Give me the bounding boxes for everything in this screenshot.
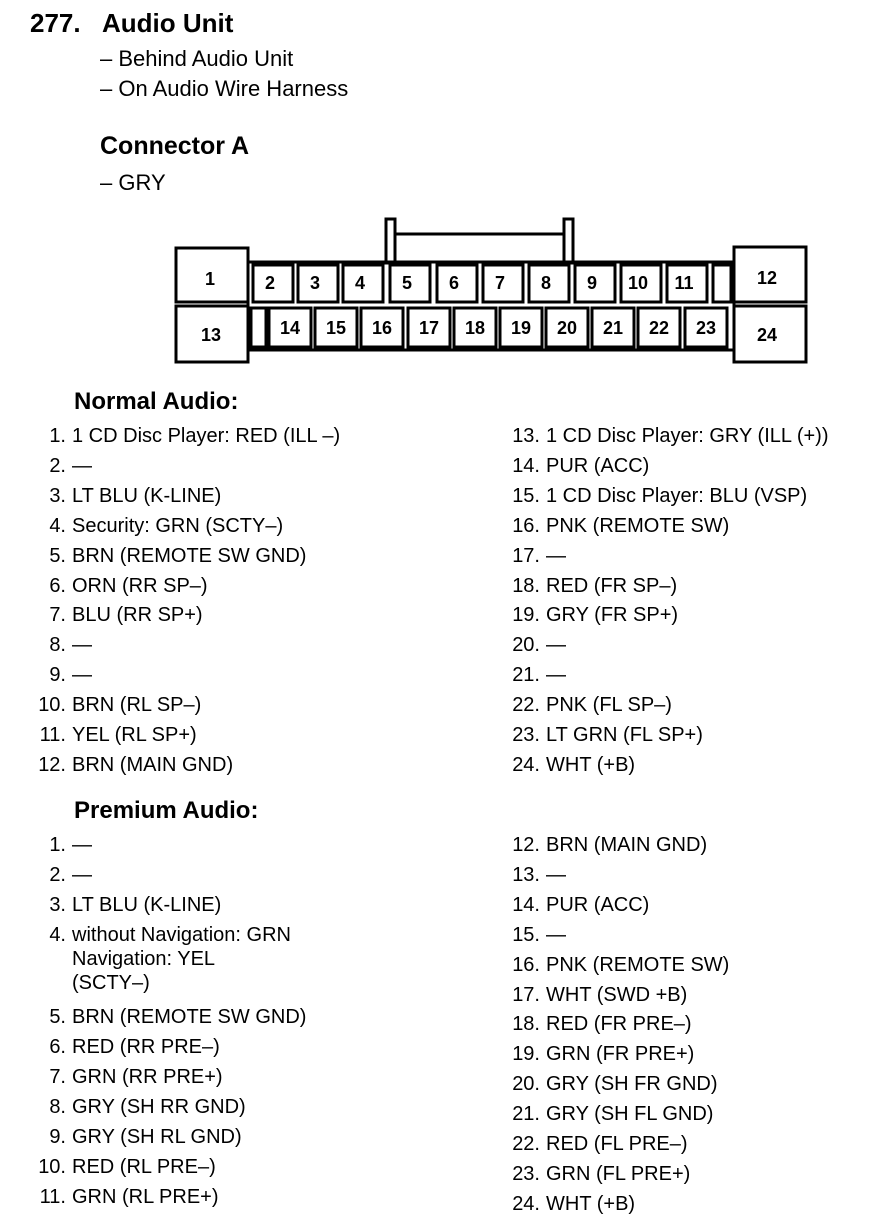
pin-description: — [546,634,566,657]
pin-description: BRN (REMOTE SW GND) [72,1006,307,1028]
pin-entry [22,544,306,568]
pin-number: 21. [512,664,540,687]
pin-entry [498,923,566,947]
pin-entry [498,633,566,657]
pin-number: 8. [49,634,66,657]
connector-pin-label: 6 [448,273,460,293]
item-number: 277. [30,8,81,38]
pin-number: 7. [49,1066,66,1088]
pin-number: 24. [512,1192,540,1215]
pin-number: 9. [49,664,66,687]
pin-number: 23. [512,1162,540,1185]
pin-description: — [72,864,92,886]
pin-number: 22. [512,1133,540,1155]
pin-entry [498,1192,635,1216]
pin-number: 13. [512,863,540,886]
pin-number: 5. [49,544,66,567]
connector-pin-label: 16 [371,318,393,338]
pin-number: 17. [512,983,540,1006]
connector-pin-label: 17 [418,318,440,338]
pin-description: WHT (+B) [546,1192,636,1215]
pin-number: 14. [512,893,540,916]
pin-description: — [72,834,92,856]
pin-number: 5. [49,1006,66,1028]
connector-pin-label: 2 [264,273,276,293]
pin-entry [22,424,340,448]
pin-number: 14. [512,454,540,477]
pin-description: — [546,923,566,946]
pin-description: RED (RL PRE–) [72,1156,216,1178]
pin-number: 4. [49,924,66,946]
pin-number: 21. [512,1103,540,1126]
pin-description: — [546,664,566,687]
pin-description: PNK (FL SP–) [546,694,672,717]
pin-description: BRN (MAIN GND) [546,834,708,856]
pin-number: 1. [49,425,66,447]
pin-cavity [713,265,731,302]
connector-pin-label: 23 [695,318,717,338]
pin-description: RED (FR SP–) [546,574,678,597]
pin-number: 20. [512,634,540,657]
location-behind-unit: – Behind Audio Unit [100,46,294,71]
pin-description: BRN (MAIN GND) [72,753,234,776]
pin-description: PUR (ACC) [546,454,650,477]
pin-entry [22,633,92,657]
pin-entry [22,454,92,478]
connector-pin-label: 22 [648,318,670,338]
pin-number: 24. [512,753,540,776]
pin-number: 3. [49,484,66,507]
connector-color: – GRY [100,170,166,195]
pin-number: 18. [512,1013,540,1036]
pin-number: 10. [38,694,66,717]
pin-number: 15. [512,923,540,946]
page-title: Audio Unit [102,8,234,38]
pin-description: GRN (FL PRE+) [546,1162,691,1185]
pin-entry [22,1185,219,1209]
pin-number: 17. [512,544,540,567]
pin-description: LT BLU (K-LINE) [72,484,222,507]
pin-description: YEL (RL SP+) [72,724,197,746]
pin-entry [22,484,221,508]
pin-description: GRY (SH RL GND) [72,1126,242,1148]
pin-entry [22,833,92,857]
pin-description: 1 CD Disc Player: GRY (ILL (+)) [546,425,829,447]
pin-description: BRN (RL SP–) [72,694,202,717]
pin-number: 19. [512,604,540,627]
pin-number: 19. [512,1043,540,1066]
pin-description: LT BLU (K-LINE) [72,894,222,916]
connector-pin-label: 4 [354,273,366,293]
pin-entry [22,574,208,598]
pin-number: 12. [512,834,540,856]
pin-description: BRN (REMOTE SW GND) [72,544,307,567]
pin-entry [22,893,221,917]
pin-description: LT GRN (FL SP+) [546,724,703,746]
pin-entry [498,544,566,568]
pin-entry [498,1072,718,1096]
pin-entry [498,953,729,977]
pin-description: — [72,664,92,687]
pin-entry [22,1005,306,1029]
pin-entry [22,663,92,687]
pin-description: GRY (FR SP+) [546,604,679,627]
pin-description: BLU (RR SP+) [72,604,203,627]
pin-description: — [546,863,566,886]
premium-audio-title: Premium Audio: [74,797,259,824]
pin-number: 2. [49,864,66,886]
pin-entry [22,693,201,717]
pin-number: 7. [49,604,66,627]
pin-entry [22,863,92,887]
pin-number: 12. [38,753,66,776]
pin-entry [498,574,677,598]
connector-title: Connector A [100,132,250,160]
pin-description: RED (RR PRE–) [72,1036,220,1058]
pin-entry [22,753,233,777]
pin-number: 10. [38,1156,66,1178]
pin-number: 15. [512,484,540,507]
pin-entry [498,663,566,687]
connector-pin-label: 7 [494,273,506,293]
pin-description: PNK (REMOTE SW) [546,953,730,976]
pin-number: 13. [512,425,540,447]
pin-entry [498,893,649,917]
pin-entry [498,514,729,538]
connector-pin-label: 10 [627,273,649,293]
pin-number: 1. [49,834,66,856]
pin-description: WHT (+B) [546,753,636,776]
pin-entry [498,833,707,857]
pin-entry [498,454,649,478]
pin-number: 18. [512,574,540,597]
pin-entry [498,1102,713,1126]
pin-number: 23. [512,724,540,746]
normal-audio-title: Normal Audio: [74,388,239,415]
pin-entry [498,424,828,448]
pin-number: 3. [49,894,66,916]
pin-number: 4. [49,514,66,537]
pin-entry [498,1042,694,1066]
connector-pin-label: 14 [279,318,301,338]
pin-number: 8. [49,1096,66,1118]
connector-pin-label: 1 [204,269,216,289]
connector-pin-label: 12 [756,268,778,288]
connector-pin-label: 21 [602,318,624,338]
pin-entry [22,603,203,627]
connector-pin-label: 13 [200,325,222,345]
pin-entry [22,923,291,995]
pin-cavity [251,308,266,347]
location-wire-harness: – On Audio Wire Harness [100,76,349,101]
pin-description: — [72,454,92,477]
pin-description: GRY (SH FL GND) [546,1103,714,1126]
pin-number: 11. [39,724,66,746]
pin-description: RED (FR PRE–) [546,1013,692,1036]
connector-pin-label: 9 [586,273,598,293]
pin-entry [498,983,687,1007]
pin-entry [498,723,703,747]
pin-entry [498,603,678,627]
pin-number: 6. [49,574,66,597]
connector-pin-label: 18 [464,318,486,338]
pin-description: 1 CD Disc Player: RED (ILL –) [72,425,341,447]
connector-pin-label: 8 [540,273,552,293]
connector-pin-label: 15 [325,318,347,338]
pin-entry [498,1132,688,1156]
connector-pin-label: 19 [510,318,532,338]
pin-entry [498,1162,690,1186]
pin-entry [22,1125,242,1149]
pin-description: PNK (REMOTE SW) [546,514,730,537]
pin-description: GRY (SH RR GND) [72,1096,246,1118]
connector-pin-label: 20 [556,318,578,338]
pin-entry [22,1095,246,1119]
pin-description: WHT (SWD +B) [546,983,688,1006]
pin-description: GRN (RR PRE+) [72,1066,223,1088]
pin-number: 2. [49,454,66,477]
pin-description: — [72,634,92,657]
pin-entry [22,514,283,538]
connector-pin-label: 3 [309,273,321,293]
pin-number: 9. [49,1126,66,1148]
pin-entry [498,1012,692,1036]
pin-entry [22,1035,220,1059]
pin-description: GRN (FR PRE+) [546,1043,695,1066]
pin-description: — [546,544,566,567]
pin-description: ORN (RR SP–) [72,574,208,597]
pin-description: Security: GRN (SCTY–) [72,514,284,537]
pin-number: 11. [39,1186,66,1208]
pin-description: 1 CD Disc Player: BLU (VSP) [546,484,808,507]
pin-entry [22,723,197,747]
pin-description: RED (FL PRE–) [546,1133,688,1155]
pin-description: GRN (RL PRE+) [72,1186,219,1208]
connector-pin-label: 11 [674,273,694,293]
pin-number: 16. [512,953,540,976]
pin-number: 22. [512,694,540,717]
pin-entry [498,693,672,717]
pin-entry [22,1065,223,1089]
pin-description: without Navigation: GRN Navigation: YEL (SCTY–) [72,924,291,994]
pin-number: 16. [512,514,540,537]
pin-number: 6. [49,1036,66,1058]
pin-description: PUR (ACC) [546,893,650,916]
pin-entry [498,484,807,508]
connector-pin-label: 24 [756,325,778,345]
pin-entry [498,753,635,777]
connector-pin-label: 5 [401,273,413,293]
pin-entry [498,863,566,887]
pin-description: GRY (SH FR GND) [546,1073,718,1096]
pin-number: 20. [512,1073,540,1096]
pin-entry [22,1155,216,1179]
